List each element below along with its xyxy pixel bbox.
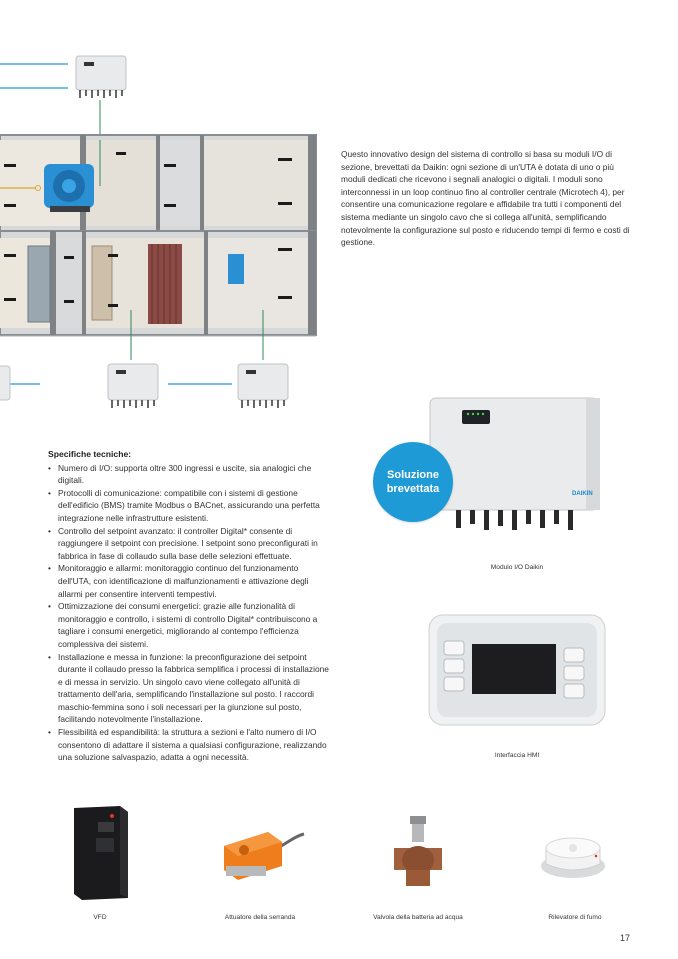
specs-list bbox=[48, 462, 330, 764]
vfd-photo bbox=[68, 804, 134, 900]
list-item: • Protocolli di comunicazione: compatibile con i sistemi di gestione dell'edificio (BMS) tramite Modbus o BACnet, assicurando una perfetta integrazione nelle infrastrutture esistenti. bbox=[48, 487, 330, 525]
hmi-photo bbox=[428, 614, 606, 726]
badge-line-2: brevettata bbox=[386, 483, 440, 495]
patent-badge bbox=[373, 442, 453, 522]
io-module-left bbox=[0, 366, 10, 400]
io-module-caption: Modulo I/O Daikin bbox=[490, 564, 544, 571]
list-item: • Installazione e messa in funzione: la preconfigurazione dei setpoint durante il collaudo presso la fabbrica semplifica i processi di installazione e di messa in servizio. Un singolo cavo viene collegato all'unità di trattamento dell'aria, semplificando l'installazione sul posto. I raccordi maschio-femmina sono i soli necessari per la giunzione sul posto, facilitando notevolmente l'installazione. bbox=[48, 651, 330, 727]
list-item: • Numero di I/O: supporta oltre 300 ingressi e uscite, sia analogici che digitali. bbox=[48, 462, 330, 487]
actuator-caption: Attuatore della serranda bbox=[224, 914, 296, 921]
list-item: • Flessibilità ed espandibilità: la struttura a sezioni e l'alto numero di I/O consentono di adattare il sistema a qualsiasi configurazione, realizzando una soluzione salvaspazio, adatta a ogni necessità. bbox=[48, 726, 330, 764]
page-number: 17 bbox=[620, 933, 631, 943]
list-item: • Monitoraggio e allarmi: monitoraggio continuo del funzionamento dell'UTA, con identificazione di malfunzionamenti e attivazione degli allarmi per consentire interventi tempestivi. bbox=[48, 562, 330, 600]
list-item: • Ottimizzazione dei consumi energetici: grazie alle funzionalità di monitoraggio e controllo, i sistemi di controllo Digital* contribuiscono a tagliare i consumi energetici, migliorando al contempo l'efficienza complessiva dei sistemi. bbox=[48, 600, 330, 650]
hmi-caption: Interfaccia HMI bbox=[494, 752, 540, 759]
module-brand: DAIKIN bbox=[572, 491, 593, 497]
specs-heading: Specifiche tecniche: bbox=[48, 449, 132, 459]
vfd-caption: VFD bbox=[93, 914, 107, 921]
io-module-mid bbox=[108, 364, 158, 408]
technical-specs bbox=[48, 448, 330, 764]
list-item: • Controllo del setpoint avanzato: il controller Digital* consente di raggiungere il setpoint con precisione. I setpoint sono preconfigurati in fabbrica in fase di collaudo sulla base delle selezioni effettuate. bbox=[48, 525, 330, 563]
valve-photo bbox=[388, 812, 448, 892]
actuator-photo bbox=[216, 822, 306, 884]
fan-icon bbox=[44, 164, 94, 212]
intro-paragraph: Questo innovativo design del sistema di controllo si basa su moduli I/O di sezione, brevettati da Daikin: ogni sezione di un'UTA è dotata di uno o più moduli dedicati che ricevono i segnali analogici o digitali. I moduli sono interconnessi in un loop continuo fino al controller centrale (Microtech 4), per consentire una comunicazione regolare e affidabile tra tutti i componenti del sistema mediante un singolo cavo che si collega all'unità, semplificando notevolmente la configurazione sul posto e riducendo tempi di fermo e costi di gestione. bbox=[341, 149, 630, 248]
io-module-photo bbox=[426, 392, 632, 542]
coil-icon bbox=[148, 244, 182, 324]
io-module-top bbox=[76, 56, 126, 98]
io-module-right bbox=[238, 364, 288, 408]
valve-caption: Valvola della batteria ad acqua bbox=[373, 914, 463, 921]
smoke-detector-photo bbox=[538, 826, 608, 882]
badge-line-1: Soluzione bbox=[387, 469, 439, 481]
smoke-detector-caption: Rilevatore di fumo bbox=[548, 914, 602, 921]
ahu-diagram bbox=[0, 40, 320, 415]
